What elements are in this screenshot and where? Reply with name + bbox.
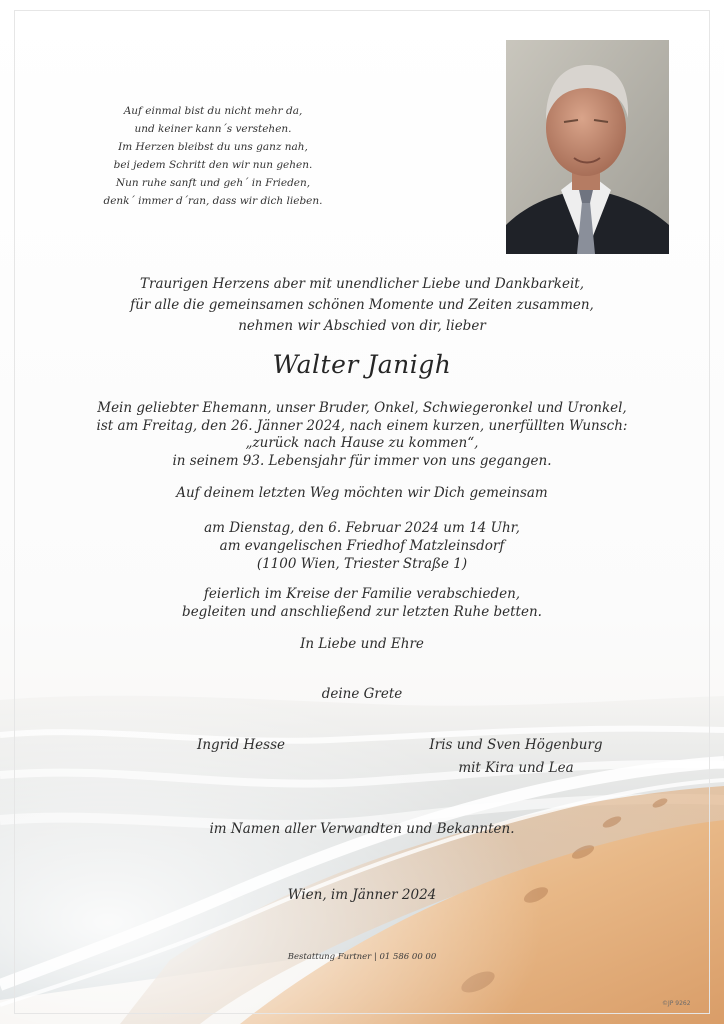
relatives-text	[60, 820, 664, 838]
mourner-right	[416, 734, 616, 780]
announcement-line: ist am Freitag, den 26. Jänner 2024, nach einem kurzen, unerfüllten Wunsch:	[96, 417, 628, 434]
wife-name: deine Grete	[321, 686, 403, 702]
intro-text	[60, 274, 664, 337]
mourner-left-name: Ingrid Hesse	[197, 737, 285, 753]
intro-line: für alle die gemeinsamen schönen Momente und Zeiten zusammen,	[130, 297, 594, 313]
farewell-intro	[60, 484, 664, 502]
portrait-photo	[506, 40, 669, 254]
poem-line: und keiner kann´s verstehen.	[134, 123, 292, 135]
poem-line: Auf einmal bist du nicht mehr da,	[123, 105, 303, 117]
template-code: ©JP 9262	[662, 1000, 691, 1007]
announcement-line: Mein geliebter Ehemann, unser Bruder, Onkel, Schwiegeronkel und Uronkel,	[97, 400, 627, 416]
farewell-intro-line: Auf deinem letzten Weg möchten wir Dich gemeinsam	[176, 485, 548, 501]
mourner-right-name: Iris und Sven Högenburg	[429, 737, 603, 753]
poem-line: bei jedem Schritt den wir nun gehen.	[113, 159, 313, 171]
farewell-line: feierlich im Kreise der Familie verabschieden,	[203, 586, 521, 602]
wife-signature	[60, 685, 664, 703]
place-date-line: Wien, im Jänner 2024	[287, 887, 437, 903]
place-date	[60, 886, 664, 904]
relatives-line: im Namen aller Verwandten und Bekannten.	[209, 821, 515, 837]
ceremony-line: am evangelischen Friedhof Matzleinsdorf	[219, 538, 505, 554]
announcement-line: „zurück nach Hause zu kommen“,	[245, 435, 479, 451]
mourner-left	[178, 734, 304, 757]
deceased-name: Walter Janigh	[272, 350, 452, 379]
intro-line: Traurigen Herzens aber mit unendlicher Liebe und Dankbarkeit,	[139, 276, 585, 292]
intro-line: nehmen wir Abschied von dir, lieber	[238, 318, 486, 334]
farewell-line: begleiten und anschließend zur letzten Ruhe betten.	[182, 604, 542, 620]
mourner-right-family: mit Kira und Lea	[458, 760, 574, 776]
undertaker-info: Bestattung Furtner | 01 586 00 00	[287, 952, 437, 962]
announcement-text	[60, 400, 664, 470]
ceremony-line: (1100 Wien, Triester Straße 1)	[256, 556, 468, 572]
poem-line: Nun ruhe sanft und geh´ in Frieden,	[115, 177, 311, 189]
ceremony-line: am Dienstag, den 6. Februar 2024 um 14 Uhr,	[204, 520, 520, 536]
poem-line: denk´ immer d´ran, dass wir dich lieben.	[103, 195, 323, 207]
closing-line: In Liebe und Ehre	[300, 636, 424, 652]
announcement-line: in seinem 93. Lebensjahr für immer von uns gegangen.	[172, 452, 552, 469]
poem	[82, 102, 344, 210]
closing-text	[60, 635, 664, 653]
poem-line: Im Herzen bleibst du uns ganz nah,	[118, 141, 308, 153]
ceremony-details	[60, 519, 664, 573]
farewell-text	[60, 585, 664, 621]
